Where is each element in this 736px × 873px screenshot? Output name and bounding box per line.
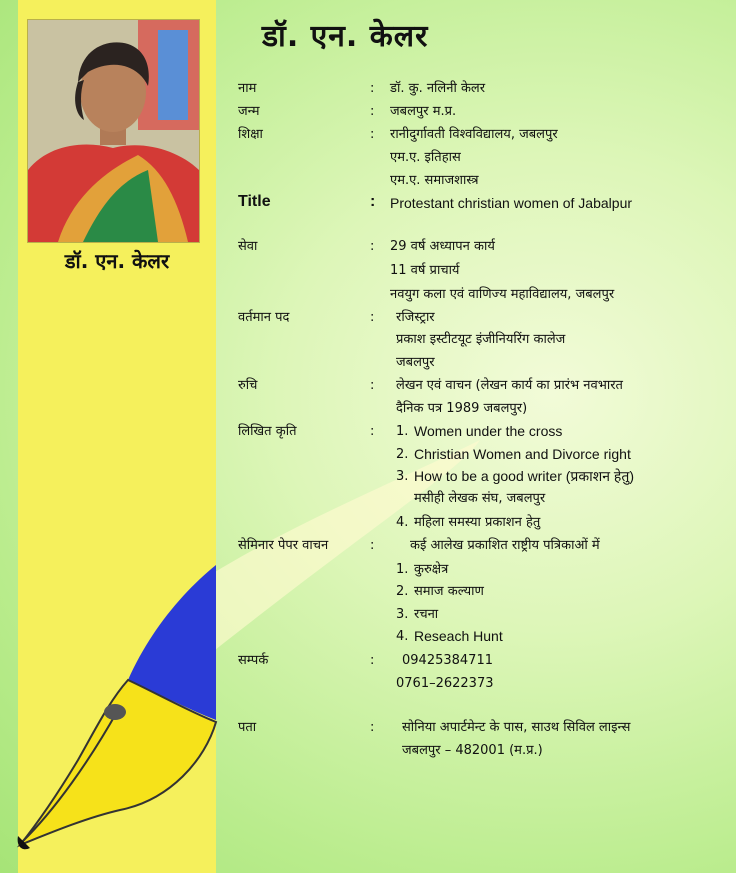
contact-label: सम्पर्क xyxy=(238,653,269,668)
seminar-colon: : xyxy=(370,538,375,553)
profile-photo xyxy=(27,19,200,243)
seminar-item-number: 1. xyxy=(396,562,409,577)
written-works-colon: : xyxy=(370,424,375,439)
page-title: डॉ. एन. केलर xyxy=(262,19,429,54)
interest-line: दैनिक पत्र 1989 जबलपुर) xyxy=(396,401,528,416)
interest-label: रुचि xyxy=(238,378,258,393)
name-label: नाम xyxy=(238,81,257,96)
name-value: डॉ. कु. नलिनी केलर xyxy=(390,81,486,96)
service-line: 29 वर्ष अध्यापन कार्य xyxy=(390,239,495,254)
interest-line: लेखन एवं वाचन (लेखन कार्य का प्रारंभ नवभारत xyxy=(396,378,623,393)
pen-nib-hole xyxy=(104,704,126,720)
current-post-colon: : xyxy=(370,310,375,325)
education-line: एम.ए. इतिहास xyxy=(390,150,461,165)
current-post-label: वर्तमान पद xyxy=(238,310,290,325)
address-label: पता xyxy=(238,720,257,735)
written-works-label: लिखित कृति xyxy=(238,424,297,439)
address-colon: : xyxy=(370,720,375,735)
written-work-number: 3. xyxy=(396,469,409,484)
name-colon: : xyxy=(370,81,375,96)
birth-colon: : xyxy=(370,104,375,119)
birth-value: जबलपुर म.प्र. xyxy=(390,104,457,119)
written-work-title: Christian Women and Divorce right xyxy=(414,446,631,462)
service-label: सेवा xyxy=(238,239,258,254)
seminar-label: सेमिनार पेपर वाचन xyxy=(238,538,329,553)
current-post-line: रजिस्ट्रार xyxy=(396,310,435,325)
photo-caption: डॉ. एन. केलर xyxy=(64,249,170,273)
seminar-item: Reseach Hunt xyxy=(414,628,503,644)
education-label: शिक्षा xyxy=(238,127,263,142)
written-work-title: महिला समस्या प्रकाशन हेतु xyxy=(414,515,541,530)
written-work-number: 4. xyxy=(396,515,409,530)
contact-phone: 09425384711 xyxy=(402,653,493,668)
contact-phone: 0761–2622373 xyxy=(396,676,494,691)
seminar-item-number: 4. xyxy=(396,629,409,644)
written-work-title: Women under the cross xyxy=(414,423,563,439)
title-value: Protestant christian women of Jabalpur xyxy=(390,195,633,211)
seminar-intro: कई आलेख प्रकाशित राष्ट्रीय पत्रिकाओं में xyxy=(410,538,600,553)
address-line: जबलपुर – 482001 (म.प्र.) xyxy=(402,743,543,758)
birth-label: जन्म xyxy=(238,104,260,119)
written-work-number: 1. xyxy=(396,424,409,439)
education-line: रानीदुर्गावती विश्वविद्यालय, जबलपुर xyxy=(390,127,558,142)
interest-colon: : xyxy=(370,378,375,393)
education-colon: : xyxy=(370,127,375,142)
education-line: एम.ए. समाजशास्त्र xyxy=(390,173,479,188)
service-line: 11 वर्ष प्राचार्य xyxy=(390,263,460,278)
contact-colon: : xyxy=(370,653,375,668)
current-post-line: प्रकाश इस्टीटयूट इंजीनियरिंग कालेज xyxy=(396,332,566,347)
title-colon: : xyxy=(370,193,376,210)
seminar-item: समाज कल्याण xyxy=(414,584,484,599)
written-work-title: How to be a good writer (प्रकाशन हेतु) xyxy=(414,468,635,484)
written-work-title: मसीही लेखक संघ, जबलपुर xyxy=(414,491,546,506)
seminar-item: रचना xyxy=(414,607,439,622)
service-line: नवयुग कला एवं वाणिज्य महाविद्यालय, जबलपुर xyxy=(390,287,615,302)
seminar-item-number: 2. xyxy=(396,584,409,599)
seminar-item-number: 3. xyxy=(396,607,409,622)
seminar-item: कुरुक्षेत्र xyxy=(414,562,449,577)
service-colon: : xyxy=(370,239,375,254)
written-work-number: 2. xyxy=(396,447,409,462)
title-label: Title xyxy=(238,193,271,210)
address-line: सोनिया अपार्टमेन्ट के पास, साउथ सिविल लाइन्स xyxy=(402,720,631,735)
current-post-line: जबलपुर xyxy=(396,355,435,370)
